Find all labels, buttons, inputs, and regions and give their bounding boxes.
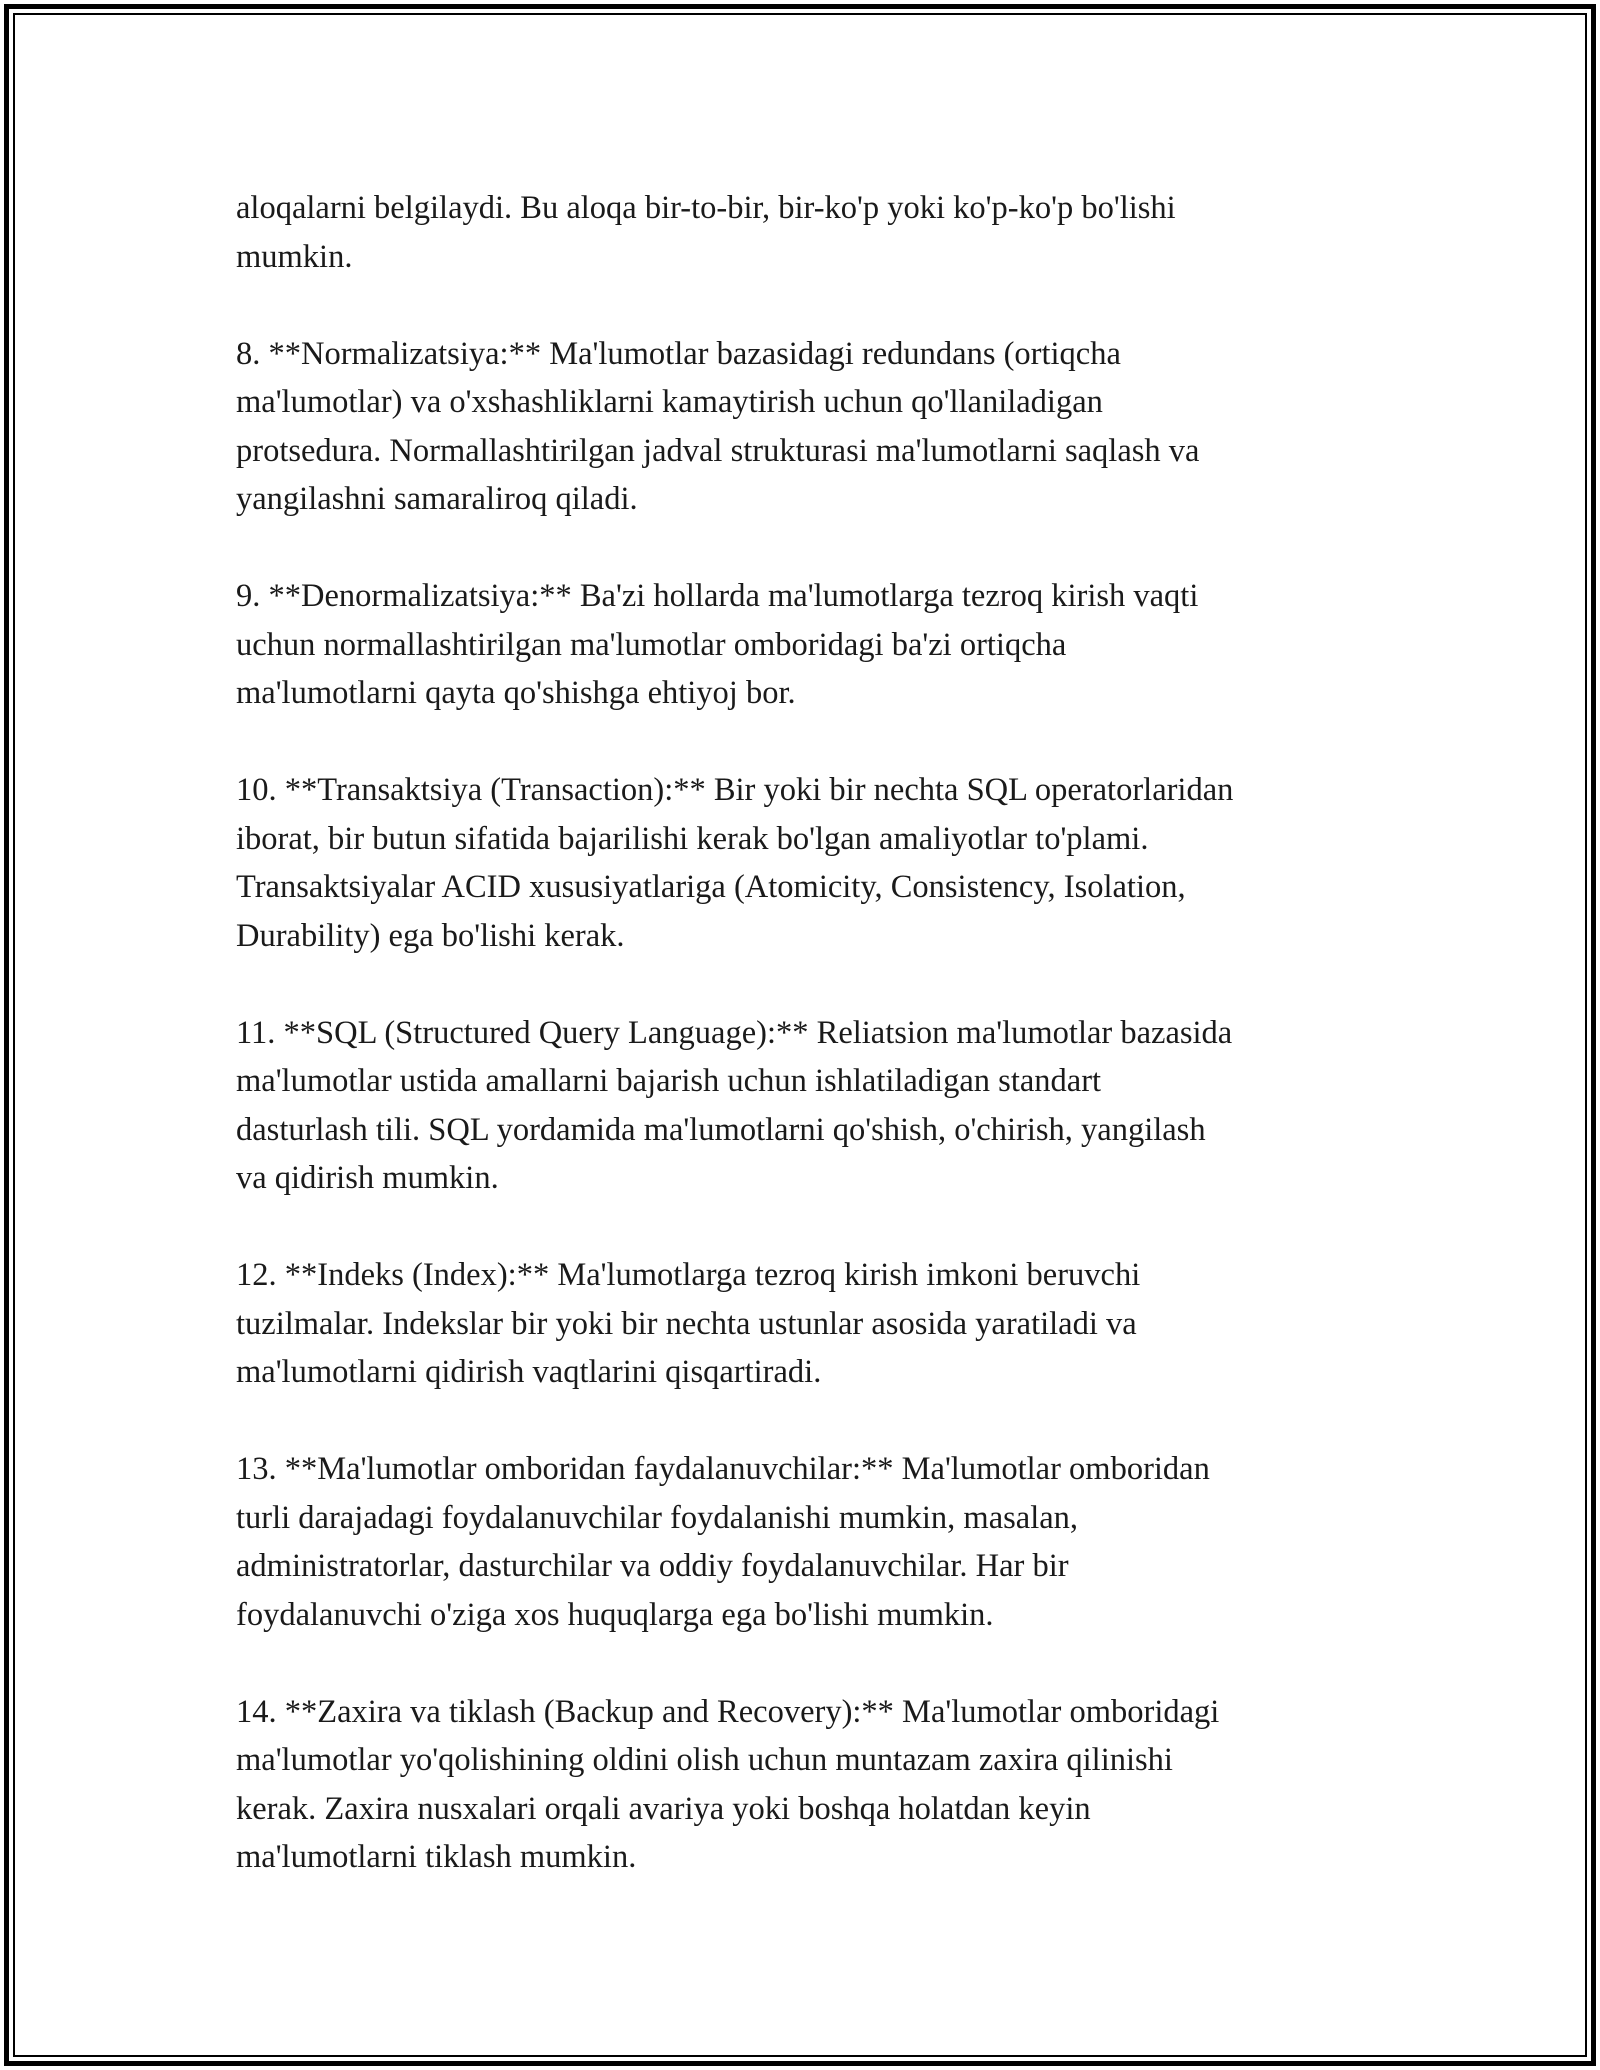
- text-line: iborat, bir butun sifatida bajarilishi kerak bo'lgan amaliyotlar to'plami.: [236, 820, 1149, 857]
- text-line: 12. **Indeks (Index):** Ma'lumotlarga tezroq kirish imkoni beruvchi: [236, 1257, 1141, 1293]
- text-line: Transaktsiyalar ACID xususiyatlariga (Atomicity, Consistency, Isolation,: [236, 869, 1186, 905]
- text-line: foydalanuvchi o'ziga xos huquqlarga ega bo'lishi mumkin.: [236, 1596, 994, 1633]
- paragraph-zaxira: [236, 1688, 1386, 1882]
- text-line: dasturlash tili. SQL yordamida ma'lumotlarni qo'shish, o'chirish, yangilash: [236, 1111, 1206, 1148]
- text-line: tuzilmalar. Indekslar bir yoki bir nechta ustunlar asosida yaratiladi va: [236, 1305, 1137, 1342]
- text-line: 10. **Transaktsiya (Transaction):** Bir yoki bir nechta SQL operatorlaridan: [236, 772, 1234, 808]
- text-line: 13. **Ma'lumotlar omboridan faydalanuvchilar:** Ma'lumotlar omboridan: [236, 1451, 1210, 1487]
- text-line: yangilashni samaraliroq qiladi.: [236, 481, 638, 517]
- paragraph-foydalanuvchilar: [236, 1445, 1386, 1639]
- text-line: 11. **SQL (Structured Query Language):** Reliatsion ma'lumotlar bazasida: [236, 1014, 1233, 1051]
- text-line: 9. **Denormalizatsiya:** Ba'zi hollarda ma'lumotlarga tezroq kirish vaqti: [236, 578, 1199, 614]
- text-line: ma'lumotlarni qayta qo'shishga ehtiyoj bor.: [236, 675, 796, 711]
- text-line: aloqalarni belgilaydi. Bu aloqa bir-to-bir, bir-ko'p yoki ko'p-ko'p bo'lishi: [236, 190, 1176, 226]
- text-line: uchun normallashtirilgan ma'lumotlar omboridagi ba'zi ortiqcha: [236, 626, 1067, 663]
- paragraph-indeks: [236, 1251, 1386, 1397]
- document-body: [236, 184, 1386, 1930]
- text-line: administratorlar, dasturchilar va oddiy foydalanuvchilar. Har bir: [236, 1548, 1069, 1584]
- text-line: ma'lumotlarni tiklash mumkin.: [236, 1839, 637, 1875]
- text-line: ma'lumotlar) va o'xshashliklarni kamaytirish uchun qo'llaniladigan: [236, 384, 1103, 420]
- text-line: ma'lumotlar ustida amallarni bajarish uchun ishlatiladigan standart: [236, 1063, 1102, 1099]
- text-line: ma'lumotlarni qidirish vaqtlarini qisqartiradi.: [236, 1354, 822, 1390]
- text-line: mumkin.: [236, 238, 353, 275]
- paragraph-sql: [236, 1009, 1386, 1203]
- text-line: va qidirish mumkin.: [236, 1160, 499, 1196]
- paragraph-continuation: [236, 184, 1386, 281]
- text-line: protsedura. Normallashtirilgan jadval strukturasi ma'lumotlarni saqlash va: [236, 432, 1200, 469]
- text-line: 8. **Normalizatsiya:** Ma'lumotlar bazasidagi redundans (ortiqcha: [236, 335, 1121, 372]
- text-line: turli darajadagi foydalanuvchilar foydalanishi mumkin, masalan,: [236, 1499, 1079, 1536]
- paragraph-normalizatsiya: [236, 330, 1386, 524]
- text-line: 14. **Zaxira va tiklash (Backup and Recovery):** Ma'lumotlar omboridagi: [236, 1693, 1220, 1730]
- paragraph-transaktsiya: [236, 766, 1386, 960]
- text-line: kerak. Zaxira nusxalari orqali avariya yoki boshqa holatdan keyin: [236, 1790, 1091, 1827]
- text-line: ma'lumotlar yo'qolishining oldini olish uchun muntazam zaxira qilinishi: [236, 1742, 1173, 1778]
- text-line: Durability) ega bo'lishi kerak.: [236, 917, 625, 954]
- paragraph-denormalizatsiya: [236, 572, 1386, 718]
